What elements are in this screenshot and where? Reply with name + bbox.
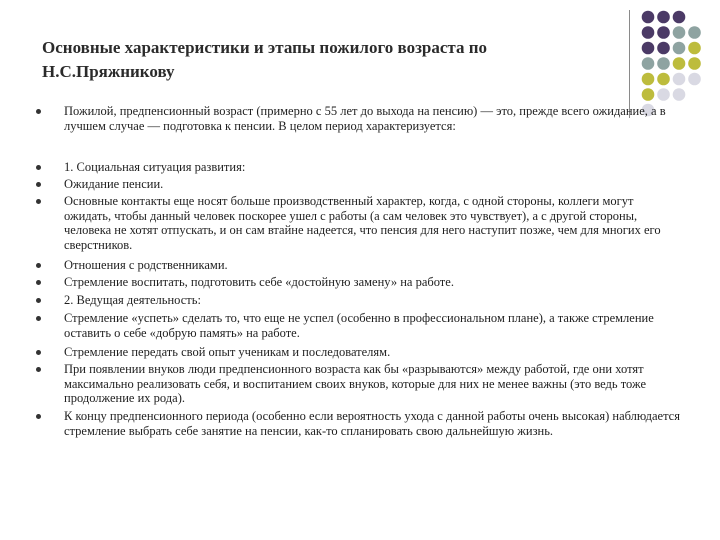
bullet-item (36, 275, 684, 290)
bullet-item (36, 409, 684, 438)
decorative-dot (642, 42, 655, 55)
bullet-text: Стремление передать свой опыт ученикам и последователям. (64, 345, 391, 359)
bullet-text: Ожидание пенсии. (64, 177, 164, 191)
slide-title: Основные характеристики и этапы пожилого возраста по Н.С.Пряжникову (42, 38, 488, 81)
divider-line (629, 10, 630, 118)
bullet-item (36, 311, 684, 340)
decorative-dot (673, 57, 686, 70)
decorative-dot (673, 26, 686, 39)
bullet-text: Основные контакты еще носят больше производственный характер, когда, с одной стороны, коллеги могут ожидать, чтобы данный человек поскорее ушел с работы (а сам человек это чувствует), а с другой стороны, человека не хотят отпускать, и он сам втайне надеется, что пенсия для него наступит позже, чем для многих его сверстников. (64, 194, 661, 253)
decorative-dot (642, 88, 655, 101)
decorative-dot (673, 88, 686, 101)
bullet-dot-icon (36, 414, 41, 419)
decorative-dot (657, 57, 670, 70)
decorative-dot (642, 57, 655, 70)
decorative-dot (673, 42, 686, 55)
decorative-dot (688, 73, 701, 86)
bullet-text: К концу предпенсионного периода (особенно если вероятность ухода с данной работы очень высокая) наблюдается стремление выбрать себе занятие на пенсии, как-то спланировать свою дальнейшую жизнь. (64, 409, 680, 438)
bullet-dot-icon (36, 263, 41, 268)
decorative-dot (642, 73, 655, 86)
bullet-item (36, 345, 684, 360)
bullet-text: 2. Ведущая деятельность: (64, 293, 201, 307)
bullet-text: 1. Социальная ситуация развития: (64, 160, 246, 174)
bullet-dot-icon (36, 165, 41, 170)
decorative-dot (657, 88, 670, 101)
bullet-dot-icon (36, 350, 41, 355)
bullet-text: При появлении внуков люди предпенсионного возраста как бы «разрываются» между работой, где они хотят максимально реализовать себя, и воспитанием своих внуков, которые для них не менее важны (это ведь тоже продолжение их рода). (64, 362, 647, 406)
bullet-item (36, 194, 684, 253)
bullet-dot-icon (36, 199, 41, 204)
decorative-dot (642, 11, 655, 24)
decorative-dot (657, 42, 670, 55)
bullet-item (36, 362, 684, 406)
decorative-dot (657, 11, 670, 24)
bullet-item (36, 104, 684, 133)
decorative-dot (657, 73, 670, 86)
bullet-text: Стремление «успеть» сделать то, что еще не успел (особенно в профессиональном плане), а также стремление оставить о себе «добрую память» на работе. (64, 311, 654, 340)
decorative-dot (688, 57, 701, 70)
bullet-item (36, 177, 684, 192)
bullet-dot-icon (36, 109, 41, 114)
bullet-text: Пожилой, предпенсионный возраст (примерно с 55 лет до выхода на пенсию) — это, прежде всего ожидание, а в лучшем случае — подготовка к пенсии. В целом период характеризуется: (64, 104, 666, 133)
bullet-text: Стремление воспитать, подготовить себе «достойную замену» на работе. (64, 275, 454, 289)
decorative-dot (688, 26, 701, 39)
decorative-dot (642, 26, 655, 39)
bullet-dot-icon (36, 316, 41, 321)
decorative-dot (673, 11, 686, 24)
decorative-dot (688, 42, 701, 55)
bullet-item (36, 258, 684, 273)
bullet-text: Отношения с родственниками. (64, 258, 228, 272)
bullet-dot-icon (36, 298, 41, 303)
bullet-dot-icon (36, 280, 41, 285)
decorative-dot (673, 73, 686, 86)
bullet-item (36, 293, 684, 308)
bullet-item (36, 160, 684, 175)
decorative-dot (657, 26, 670, 39)
bullet-dot-icon (36, 182, 41, 187)
bullet-dot-icon (36, 367, 41, 372)
